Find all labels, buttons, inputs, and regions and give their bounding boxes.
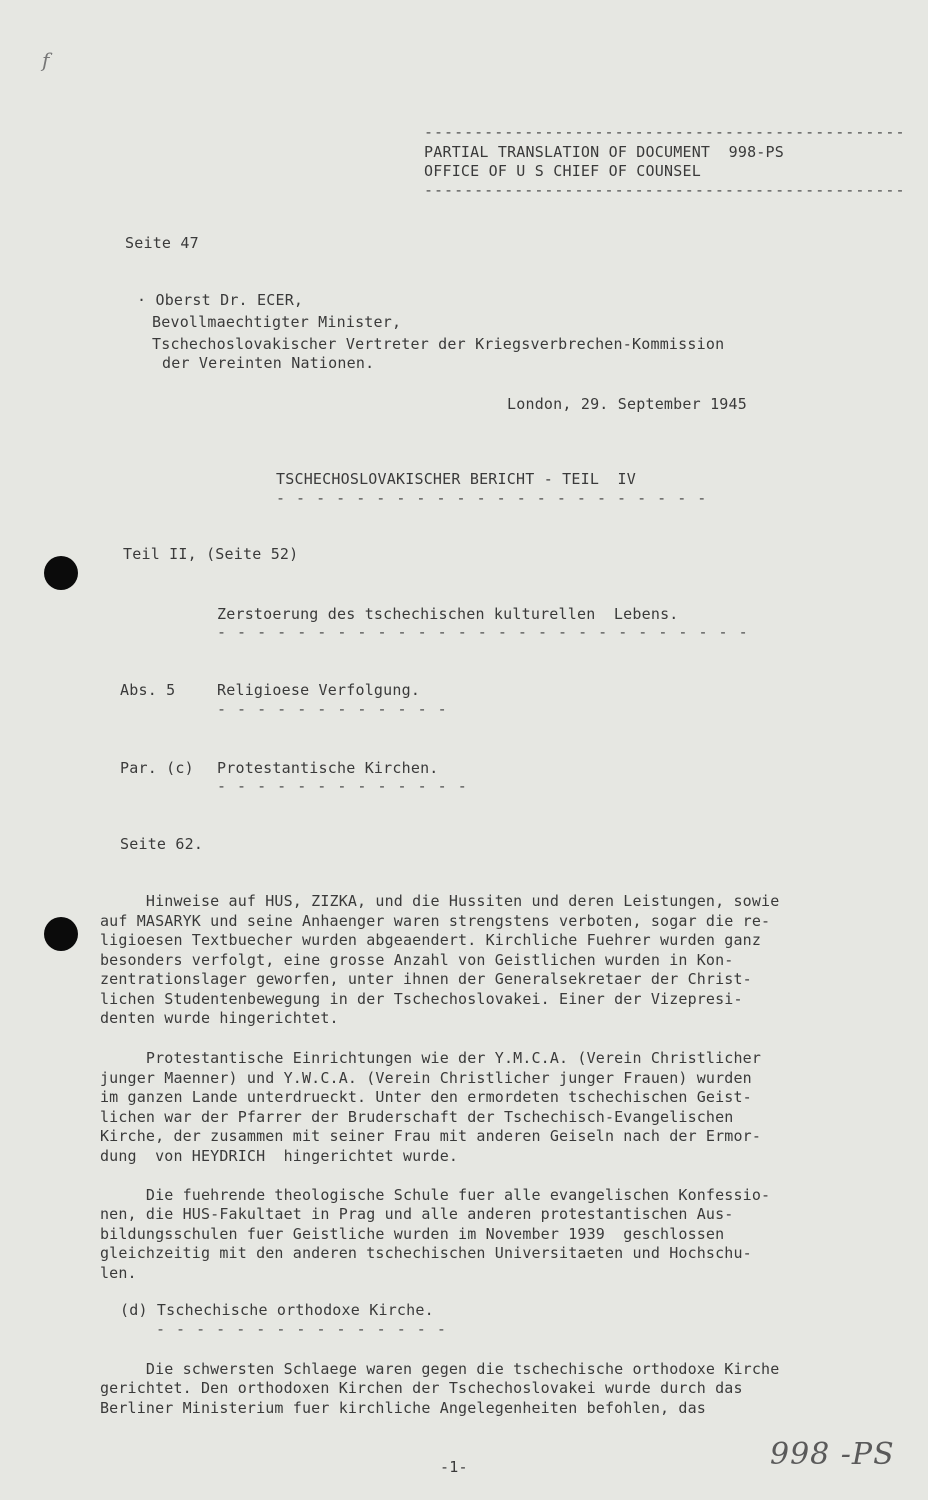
report-title-underline: - - - - - - - - - - - - - - - - - - - - - - bbox=[276, 489, 708, 507]
paragraph-line: len. bbox=[100, 1264, 137, 1282]
paragraph-line: denten wurde hingerichtet. bbox=[100, 1009, 339, 1027]
subsection-d-underline: - - - - - - - - - - - - - - - bbox=[156, 1320, 447, 1338]
place-date: London, 29. September 1945 bbox=[507, 395, 747, 413]
corner-mark: f bbox=[42, 48, 50, 72]
page-number: -1- bbox=[440, 1458, 468, 1476]
abs-heading-underline: - - - - - - - - - - - - bbox=[217, 700, 448, 718]
report-title: TSCHECHOSLOVAKISCHER BERICHT - TEIL IV bbox=[276, 470, 636, 488]
addressee-line-4: der Vereinten Nationen. bbox=[162, 354, 375, 372]
paragraph-line: im ganzen Lande unterdrueckt. Unter den ermordeten tschechischen Geist- bbox=[100, 1088, 752, 1106]
addressee-line-3: Tschechoslovakischer Vertreter der Kriegsverbrechen-Kommission bbox=[152, 335, 725, 353]
addressee-name: Oberst Dr. ECER, bbox=[155, 291, 304, 309]
abs-label: Abs. 5 bbox=[120, 681, 176, 699]
paragraph-line: Die schwersten Schlaege waren gegen die tschechische orthodoxe Kirche bbox=[100, 1360, 780, 1378]
handwritten-reference: 998 -PS bbox=[770, 1437, 895, 1472]
header-line-2: OFFICE OF U S CHIEF OF COUNSEL bbox=[424, 162, 701, 180]
par-heading-underline: - - - - - - - - - - - - - bbox=[217, 777, 468, 795]
par-label: Par. (c) bbox=[120, 759, 194, 777]
paragraph-line: nen, die HUS-Fakultaet in Prag und alle anderen protestantischen Aus- bbox=[100, 1205, 734, 1223]
paragraph-line: bildungsschulen fuer Geistliche wurden im November 1939 geschlossen bbox=[100, 1225, 725, 1243]
seite-47: Seite 47 bbox=[125, 234, 199, 252]
section-heading-underline: - - - - - - - - - - - - - - - - - - - - - - - - - - - bbox=[217, 623, 749, 641]
paragraph-line: gleichzeitig mit den anderen tschechischen Universitaeten und Hochschu- bbox=[100, 1244, 752, 1262]
paragraph-line: dung von HEYDRICH hingerichtet wurde. bbox=[100, 1147, 459, 1165]
paragraph-line: auf MASARYK und seine Anhaenger waren strengstens verboten, sogar die re- bbox=[100, 912, 771, 930]
paragraph-line: besonders verfolgt, eine grosse Anzahl von Geistlichen wurden in Kon- bbox=[100, 951, 734, 969]
header-rule-bottom: ------------------------------------------------ bbox=[424, 181, 906, 199]
paragraph-line: Berliner Ministerium fuer kirchliche Angelegenheiten befohlen, das bbox=[100, 1399, 706, 1417]
paragraph-line: Kirche, der zusammen mit seiner Frau mit anderen Geiseln nach der Ermor- bbox=[100, 1127, 762, 1145]
paragraph-line: lichen Studentenbewegung in der Tschechoslovakei. Einer der Vizepresi- bbox=[100, 990, 743, 1008]
paragraph-line: gerichtet. Den orthodoxen Kirchen der Tschechoslovakei wurde durch das bbox=[100, 1379, 743, 1397]
paragraph-line: Die fuehrende theologische Schule fuer alle evangelischen Konfessio- bbox=[100, 1186, 771, 1204]
punch-hole-middle bbox=[44, 917, 78, 951]
paragraph-line: Protestantische Einrichtungen wie der Y.M.C.A. (Verein Christlicher bbox=[100, 1049, 762, 1067]
teil-reference: Teil II, (Seite 52) bbox=[123, 545, 299, 563]
abs-heading: Religioese Verfolgung. bbox=[217, 681, 421, 699]
par-heading: Protestantische Kirchen. bbox=[217, 759, 439, 777]
paragraph-line: lichen war der Pfarrer der Bruderschaft der Tschechisch-Evangelischen bbox=[100, 1108, 734, 1126]
punch-hole-top bbox=[44, 556, 78, 590]
subsection-d-heading: (d) Tschechische orthodoxe Kirche. bbox=[120, 1301, 434, 1319]
addressee-line-1: · Oberst Dr. ECER, bbox=[137, 291, 304, 309]
paragraph-line: junger Maenner) und Y.W.C.A. (Verein Christlicher junger Frauen) wurden bbox=[100, 1069, 752, 1087]
header-rule-top: ------------------------------------------------ bbox=[424, 123, 906, 141]
header-line-1: PARTIAL TRANSLATION OF DOCUMENT 998-PS bbox=[424, 143, 784, 161]
paragraph-line: zentrationslager geworfen, unter ihnen der Generalsekretaer der Christ- bbox=[100, 970, 752, 988]
section-heading: Zerstoerung des tschechischen kulturellen Lebens. bbox=[217, 605, 679, 623]
addressee-line-2: Bevollmaechtigter Minister, bbox=[152, 313, 402, 331]
paragraph-line: ligioesen Textbuecher wurden abgeaendert. Kirchliche Fuehrer wurden ganz bbox=[100, 931, 762, 949]
seite-62: Seite 62. bbox=[120, 835, 204, 853]
paragraph-line: Hinweise auf HUS, ZIZKA, und die Hussiten und deren Leistungen, sowie bbox=[100, 892, 780, 910]
